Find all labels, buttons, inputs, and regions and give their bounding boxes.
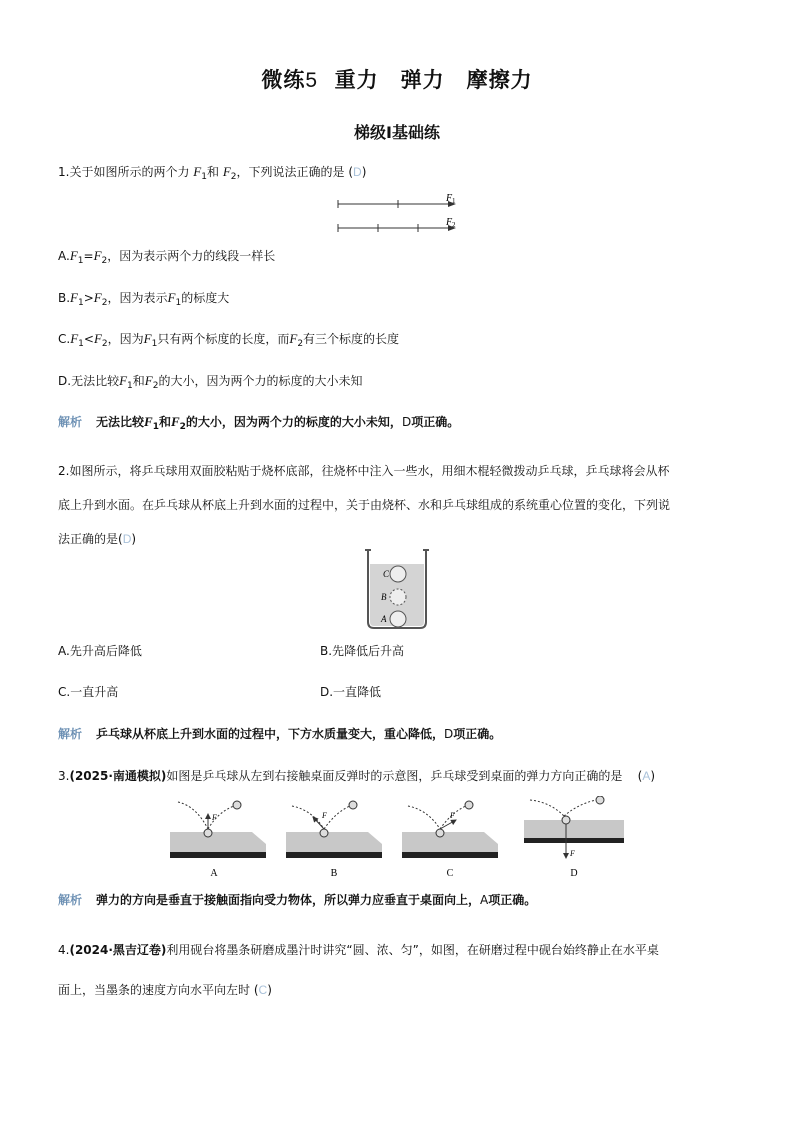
svg-text:F: F xyxy=(212,813,217,822)
q2-stem: 2.如图所示，将乒乓球用双面胶粘贴于烧杯底部，往烧杯中注入一些水，用细木棍轻微拨动乒乓球，乒乓球将会从杯 底上升到水面。在乒乓球从杯底上升到水面的过程中，关于由烧杯、水和乒乓球组成的系统重心位置的变化，下列说 法正确的是(D) xyxy=(58,464,671,546)
explanation-label: 解析 xyxy=(58,727,83,741)
q1-diagram-f1-label: F xyxy=(446,193,453,204)
q4-stem: 4.(2024·黑吉辽卷)利用砚台将墨条研磨成墨汁时讲究“圆、浓、匀”，如图，在研磨过程中砚台始终静止在水平桌 面上，当墨条的速度方向水平向左时 (C) xyxy=(58,943,659,997)
beaker-label-c: C xyxy=(383,569,390,579)
svg-text:1: 1 xyxy=(452,197,456,205)
q1-force-diagram xyxy=(330,190,470,236)
q3-panel-a xyxy=(170,801,266,879)
q1-option-b[interactable]: $B.F_1>F_2$，因为表示$F_1$的标度大 xyxy=(58,290,230,308)
q3-answer: A xyxy=(642,769,651,783)
q1-answer: D xyxy=(353,165,362,179)
q3-stem: 3.(2025·南通模拟)如图是乒乓球从左到右接触桌面反弹时的示意图，乒乓球受到桌面的弹力方向正确的是 (A) xyxy=(58,769,656,783)
q1-stem: 1.关于如图所示的两个力 $F_1$和 $F_2$，下列说法正确的是 (D) xyxy=(58,164,367,182)
svg-text:2: 2 xyxy=(452,221,456,229)
q2-option-a[interactable]: A.先升高后降低 xyxy=(58,644,142,658)
q3-label-b: B xyxy=(330,868,338,879)
beaker-label-a: A xyxy=(381,614,387,624)
q2-answer: D xyxy=(122,532,132,546)
q3-label-d: D xyxy=(570,868,578,879)
beaker-label-b: B xyxy=(381,592,387,602)
q3-panel-b xyxy=(286,801,382,879)
page-title xyxy=(0,64,794,94)
q4-answer: C xyxy=(258,983,268,997)
q2-option-d[interactable]: D.一直降低 xyxy=(320,685,382,699)
title-number: 5 xyxy=(305,69,319,92)
q2-option-c[interactable]: C.一直升高 xyxy=(58,685,119,699)
q2-option-b[interactable]: B.先降低后升高 xyxy=(320,644,405,658)
q2-beaker-diagram xyxy=(362,544,432,632)
title-topic: 重力 弹力 摩擦力 xyxy=(334,68,533,92)
q3-explanation: 解析 弹力的方向是垂直于接触面指向受力物体，所以弹力应垂直于桌面向上，A项正确。 xyxy=(58,893,537,907)
q3-panel-c xyxy=(402,801,498,879)
title-prefix: 微练 xyxy=(261,68,306,92)
section-heading: 梯级Ⅰ基础练 xyxy=(354,123,440,142)
q2-explanation: 解析 乒乓球从杯底上升到水面的过程中，下方水质量变大，重心降低，D项正确。 xyxy=(58,727,502,741)
q1-option-c[interactable]: $C.F_1<F_2$，因为$F_1$只有两个标度的长度，而$F_2$有三个标度的长度 xyxy=(58,331,400,349)
q1-diagram-f2-label: F xyxy=(446,217,453,228)
q3-label-a: A xyxy=(210,868,218,879)
q1-option-d[interactable]: D.无法比较$F_1$和$F_2$的大小，因为两个力的标度的大小未知 xyxy=(58,373,363,391)
svg-text:F: F xyxy=(570,849,575,858)
explanation-label: 解析 xyxy=(58,415,83,429)
q1-option-a[interactable]: $A.F_1=F_2$，因为表示两个力的线段一样长 xyxy=(58,248,276,266)
explanation-label: 解析 xyxy=(58,893,83,907)
q3-label-c: C xyxy=(446,868,454,879)
svg-text:F: F xyxy=(322,811,327,820)
svg-text:F: F xyxy=(450,811,455,820)
q1-explanation: 解析 无法比较$F_1$和$F_2$的大小，因为两个力的标度的大小未知，D项正确。 xyxy=(58,414,460,432)
q3-bounce-diagram xyxy=(166,796,628,882)
q3-panel-d xyxy=(524,796,624,879)
